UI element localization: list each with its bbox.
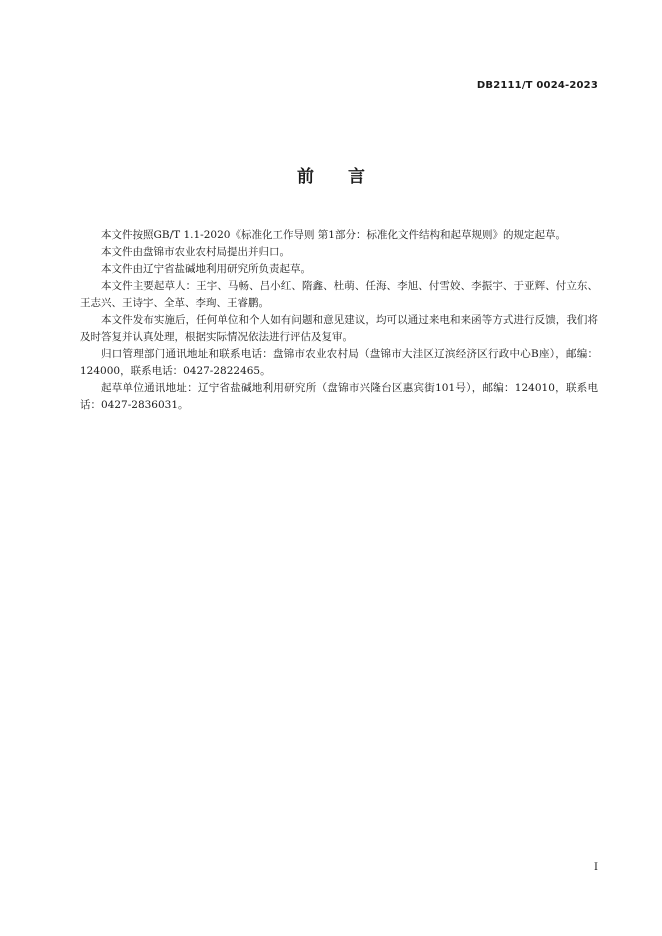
paragraph-drafters: 本文件主要起草人：王宇、马畅、吕小红、隋鑫、杜萌、任海、李旭、付雪姣、李振宇、于亚辉、付立东、王志兴、王诗宇、全革、李珣、王睿鹏。 [80,280,598,309]
paragraph-drafter-contact: 起草单位通讯地址：辽宁省盐碱地利用研究所（盘锦市兴隆台区惠宾街101号），邮编：124010，联系电话：0427-2836031。 [80,382,598,411]
paragraph-proposer: 本文件由盘锦市农业农村局提出并归口。 [101,246,290,258]
paragraph-drafting-rules: 本文件按照GB/T 1.1-2020《标准化工作导则 第1部分：标准化文件结构和起草规则》的规定起草。 [101,229,566,241]
page-number: I [594,862,598,873]
paragraph-drafting-unit: 本文件由辽宁省盐碱地利用研究所负责起草。 [101,263,311,275]
page-title: 前言 [297,167,399,187]
paragraph-management-contact: 归口管理部门通讯地址和联系电话：盘锦市农业农村局（盘锦市大洼区辽滨经济区行政中心B座），邮编：124000，联系电话：0427-2822465。 [80,348,598,377]
foreword-body [80,227,598,414]
document-code: DB2111/T 0024-2023 [476,80,598,91]
paragraph-feedback: 本文件发布实施后，任何单位和个人如有问题和意见建议，均可以通过来电和来函等方式进行反馈，我们将及时答复并认真处理，根据实际情况依法进行评估及复审。 [80,314,598,343]
